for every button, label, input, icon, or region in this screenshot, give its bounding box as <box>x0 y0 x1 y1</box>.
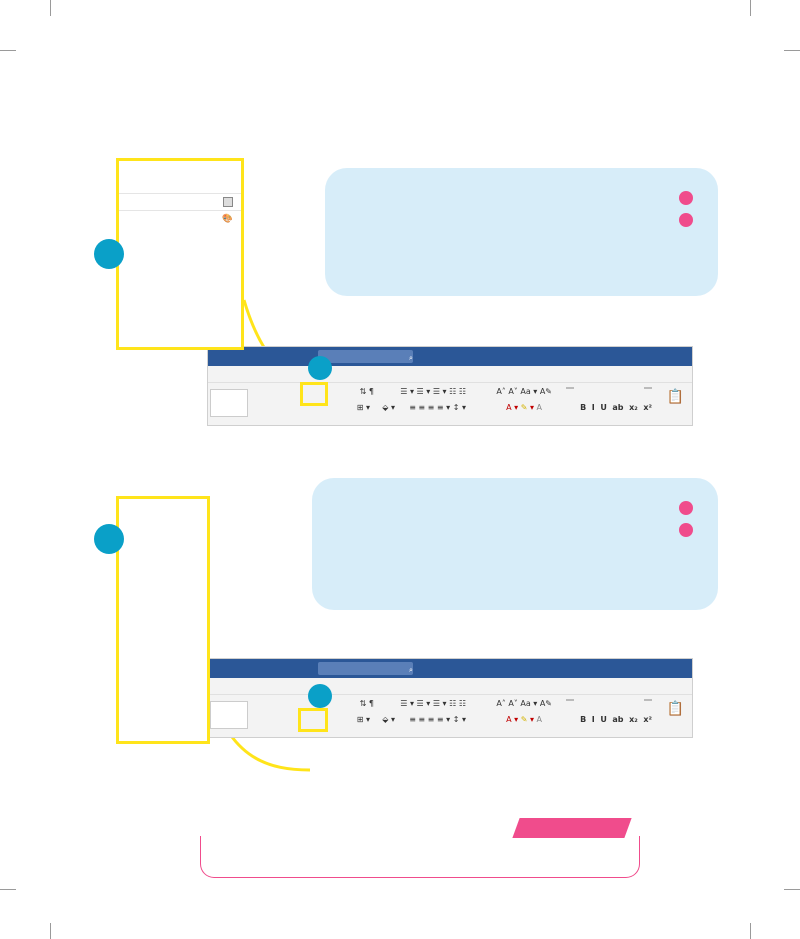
border-options-panel <box>116 496 210 744</box>
border-button-highlight <box>298 708 328 732</box>
title-bar <box>208 659 692 678</box>
search-box[interactable] <box>318 350 413 363</box>
fill-button-highlight <box>300 382 328 406</box>
styles-gallery[interactable] <box>210 389 248 417</box>
crop-mark <box>750 923 751 939</box>
search-icon: ⌕ <box>409 354 413 362</box>
border-instructions <box>312 478 718 610</box>
font-name-select[interactable] <box>644 699 652 701</box>
tip-content <box>200 836 640 878</box>
font-size-select[interactable] <box>566 699 574 701</box>
font-format-tools[interactable]: B I U ab x₂ x² <box>580 403 652 412</box>
list-tools[interactable]: ☰ ▾ ☰ ▾ ☰ ▾ ☷ ☷ <box>400 387 466 396</box>
font-size-select[interactable] <box>566 387 574 389</box>
step-number-badge <box>679 501 693 515</box>
border-button[interactable]: ⊞ ▾ <box>356 715 370 724</box>
fill-button[interactable]: ⬙ ▾ <box>382 715 395 724</box>
crop-mark <box>784 50 800 51</box>
sort-icon[interactable]: ⇅ ¶ <box>359 699 374 708</box>
styles-gallery[interactable] <box>210 701 248 729</box>
fill-button[interactable]: ⬙ ▾ <box>382 403 395 412</box>
border-button[interactable]: ⊞ ▾ <box>356 403 370 412</box>
palette-icon: 🎨 <box>222 214 233 224</box>
shading-step-3 <box>343 208 696 230</box>
step-number-badge <box>679 191 693 205</box>
crop-mark <box>50 0 51 16</box>
ministry-logo <box>56 812 196 816</box>
tip-tab <box>512 818 631 838</box>
step-number-badge <box>679 213 693 227</box>
title-bar <box>208 347 692 366</box>
crop-mark <box>0 50 16 51</box>
callout-badge-1 <box>308 356 332 380</box>
align-tools[interactable]: ≡ ≡ ≡ ≡ ▾ ↕ ▾ <box>409 403 466 412</box>
step-number-badge <box>679 523 693 537</box>
shading-color-panel <box>116 158 244 350</box>
more-colors-option[interactable] <box>119 210 241 227</box>
word-ribbon-border <box>207 658 693 738</box>
theme-colors-title <box>119 161 241 171</box>
ribbon-body <box>208 695 692 738</box>
font-color-tools[interactable]: A ▾ ✎ ▾ A <box>506 715 542 724</box>
search-icon: ⌕ <box>409 666 413 674</box>
crop-mark <box>750 0 751 16</box>
crop-mark <box>784 889 800 890</box>
ribbon-body <box>208 383 692 426</box>
callout-badge-2 <box>94 524 124 554</box>
crop-mark <box>0 889 16 890</box>
sort-icon[interactable]: ⇅ ¶ <box>359 387 374 396</box>
paste-button[interactable]: 📋 <box>666 701 684 717</box>
align-tools[interactable]: ≡ ≡ ≡ ≡ ▾ ↕ ▾ <box>409 715 466 724</box>
shading-instructions <box>325 168 718 296</box>
font-name-select[interactable] <box>644 387 652 389</box>
word-ribbon-shading <box>207 346 693 426</box>
ribbon-groups <box>208 416 692 426</box>
border-step-2 <box>330 496 696 518</box>
crop-mark <box>50 923 51 939</box>
paste-button[interactable]: 📋 <box>666 389 684 405</box>
ribbon-tabs <box>208 678 692 695</box>
no-color-icon <box>223 197 233 207</box>
standard-colors-title <box>119 177 241 187</box>
ribbon-tabs <box>208 366 692 383</box>
no-color-option[interactable] <box>119 193 241 210</box>
font-format-tools[interactable]: B I U ab x₂ x² <box>580 715 652 724</box>
search-box[interactable] <box>318 662 413 675</box>
font-size-tools[interactable]: A˄ A˅ Aa ▾ A✎ <box>496 699 552 708</box>
shading-step-2 <box>343 186 696 208</box>
font-color-tools[interactable]: A ▾ ✎ ▾ A <box>506 403 542 412</box>
ribbon-groups <box>208 728 692 738</box>
border-step-3 <box>330 518 696 540</box>
callout-badge-1 <box>308 684 332 708</box>
list-tools[interactable]: ☰ ▾ ☰ ▾ ☰ ▾ ☷ ☷ <box>400 699 466 708</box>
tip-box <box>200 818 640 880</box>
callout-badge-2 <box>94 239 124 269</box>
font-size-tools[interactable]: A˄ A˅ Aa ▾ A✎ <box>496 387 552 396</box>
